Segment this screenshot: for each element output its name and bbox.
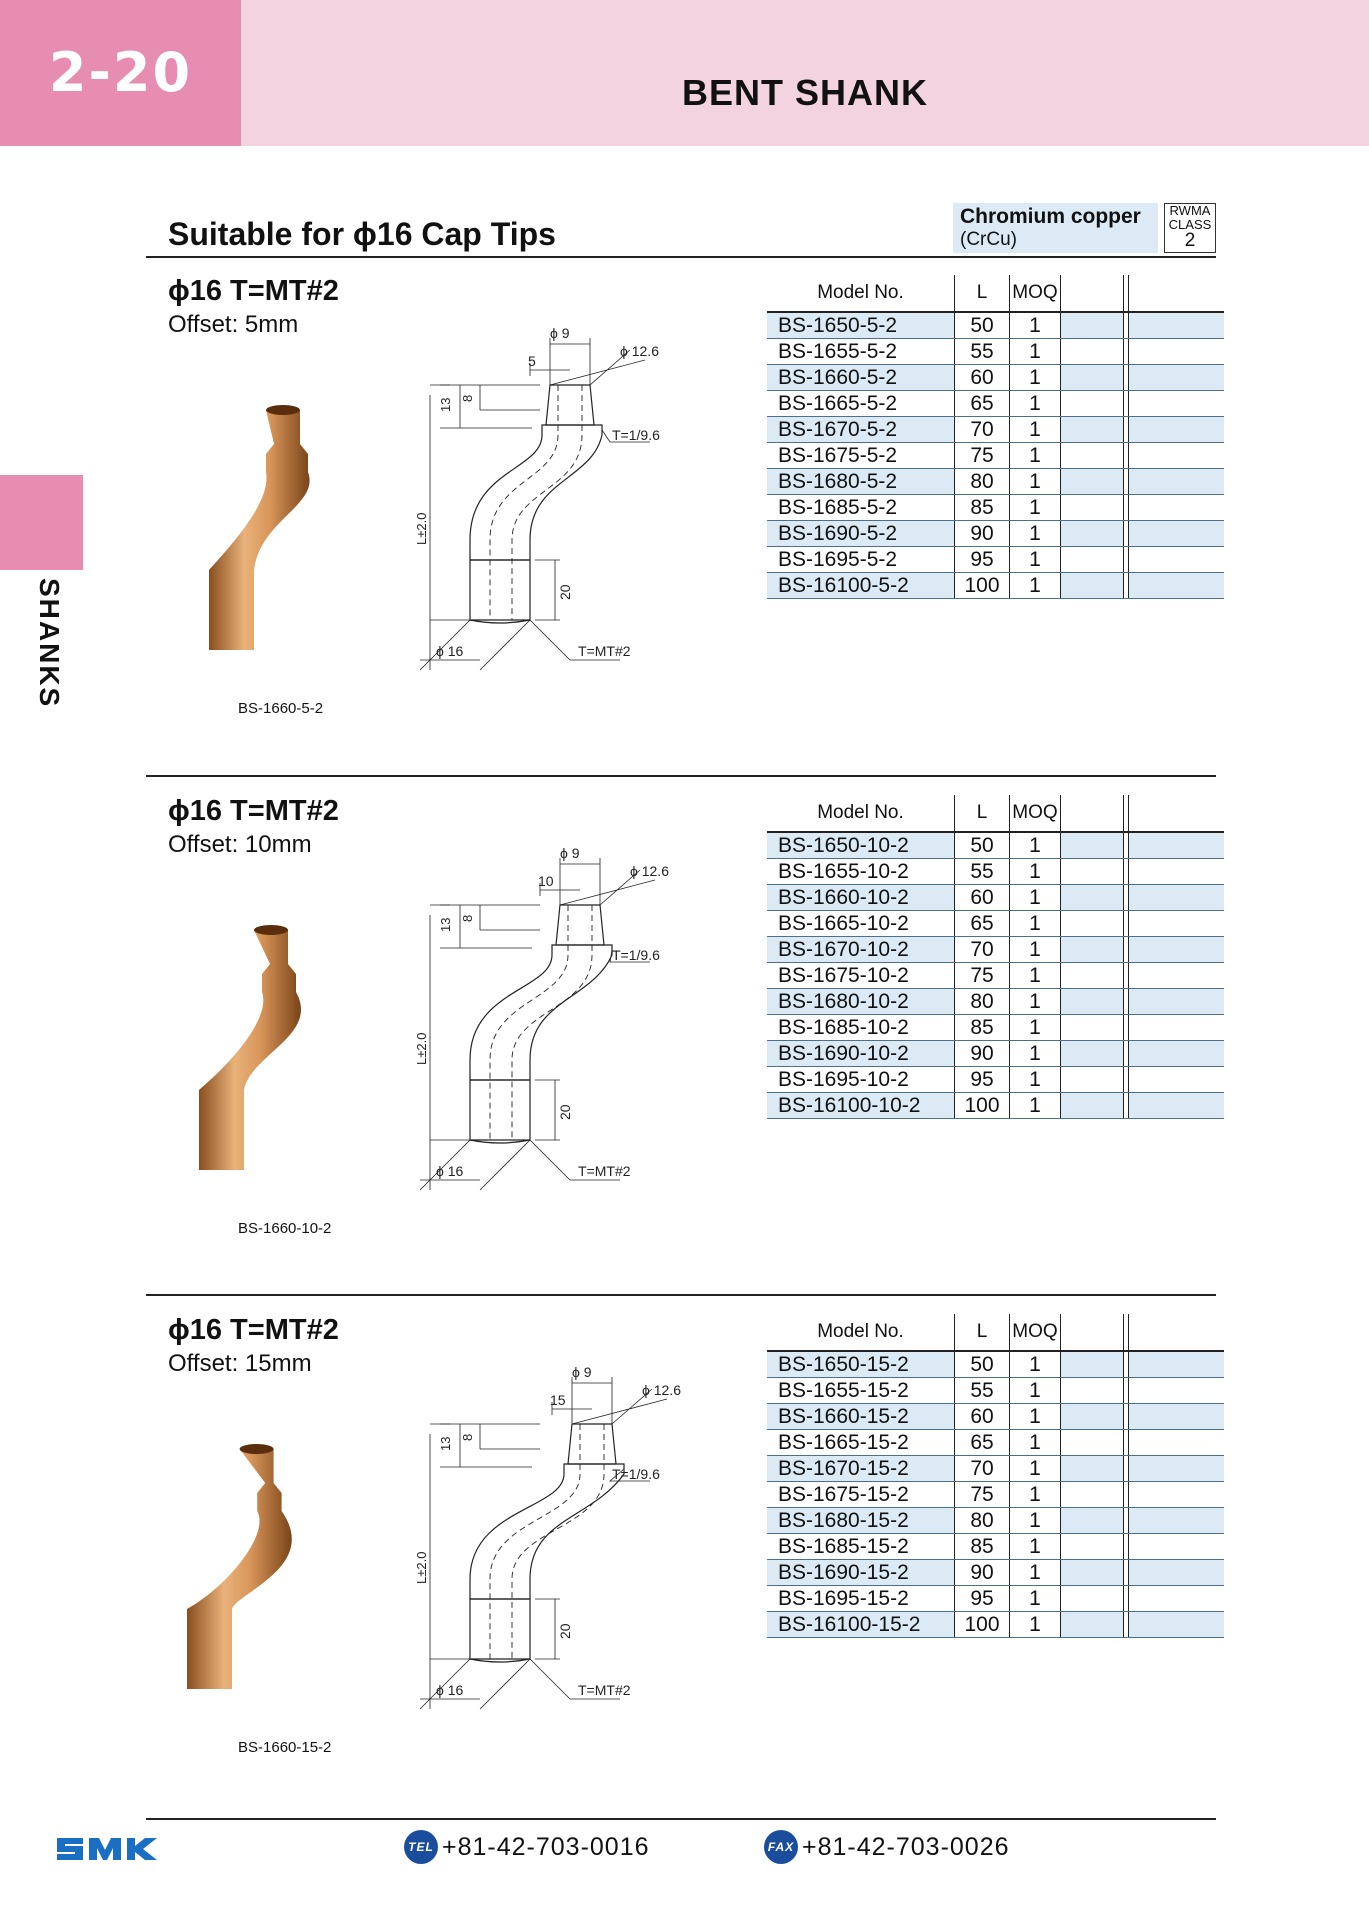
moq-value: 1 <box>1010 312 1061 339</box>
column-header-model: Model No. <box>767 275 955 312</box>
empty-cell <box>1061 365 1124 391</box>
moq-value: 1 <box>1010 911 1061 937</box>
taper-label: T=1/9.6 <box>612 947 660 963</box>
model-number: BS-1670-10-2 <box>767 937 955 963</box>
empty-cell <box>1061 1456 1124 1482</box>
table-row <box>767 1482 1224 1508</box>
column-header-model: Model No. <box>767 1314 955 1351</box>
table-row <box>767 832 1224 859</box>
empty-cell <box>1061 1378 1124 1404</box>
empty-cell <box>1061 339 1124 365</box>
block-heading: ϕ16 T=MT#2 <box>168 275 339 307</box>
model-number: BS-1675-10-2 <box>767 963 955 989</box>
technical-drawing <box>414 325 750 700</box>
empty-cell <box>1061 1482 1124 1508</box>
empty-cell <box>1129 521 1225 547</box>
column-header-empty <box>1129 1314 1225 1351</box>
empty-cell <box>1061 1015 1124 1041</box>
model-number: BS-1670-5-2 <box>767 417 955 443</box>
moq-value: 1 <box>1010 885 1061 911</box>
model-number: BS-1655-10-2 <box>767 859 955 885</box>
tip-taper-label: T=MT#2 <box>578 643 631 659</box>
empty-cell <box>1061 1404 1124 1430</box>
moq-value: 1 <box>1010 1351 1061 1378</box>
offset-label: Offset: 15mm <box>168 1350 312 1377</box>
empty-cell <box>1061 832 1124 859</box>
length-value: 50 <box>955 312 1010 339</box>
moq-value: 1 <box>1010 1612 1061 1638</box>
empty-cell <box>1129 1093 1225 1119</box>
empty-cell <box>1129 1351 1225 1378</box>
moq-value: 1 <box>1010 937 1061 963</box>
photo-caption: BS-1660-5-2 <box>238 700 324 717</box>
rwma-class-value: 2 <box>1184 230 1196 251</box>
length-value: 75 <box>955 963 1010 989</box>
moq-value: 1 <box>1010 859 1061 885</box>
moq-value: 1 <box>1010 1404 1061 1430</box>
empty-cell <box>1061 547 1124 573</box>
length-value: 50 <box>955 832 1010 859</box>
dim-phi16: ϕ 16 <box>436 643 464 659</box>
dim-offset: 10 <box>538 873 554 889</box>
column-header-moq: MOQ <box>1010 795 1061 832</box>
table-row <box>767 1534 1224 1560</box>
length-value: 60 <box>955 1404 1010 1430</box>
moq-value: 1 <box>1010 1586 1061 1612</box>
length-value: 60 <box>955 365 1010 391</box>
empty-cell <box>1061 1351 1124 1378</box>
table-row <box>767 859 1224 885</box>
empty-cell <box>1061 391 1124 417</box>
moq-value: 1 <box>1010 443 1061 469</box>
table-row <box>767 885 1224 911</box>
empty-cell <box>1129 1067 1225 1093</box>
length-value: 65 <box>955 911 1010 937</box>
length-value: 55 <box>955 339 1010 365</box>
table-row <box>767 1378 1224 1404</box>
table-row <box>767 1560 1224 1586</box>
dim-phi16: ϕ 16 <box>436 1163 464 1179</box>
model-number: BS-1690-5-2 <box>767 521 955 547</box>
fax-badge-icon: FAX <box>764 1830 798 1864</box>
model-number: BS-1675-5-2 <box>767 443 955 469</box>
empty-cell <box>1129 1612 1225 1638</box>
model-number: BS-1685-15-2 <box>767 1534 955 1560</box>
photo-caption: BS-1660-10-2 <box>238 1220 332 1237</box>
column-header-empty <box>1129 275 1225 312</box>
moq-value: 1 <box>1010 573 1061 599</box>
dim-phi9: ϕ 9 <box>550 325 570 341</box>
model-number: BS-16100-15-2 <box>767 1612 955 1638</box>
table-row <box>767 547 1224 573</box>
empty-cell <box>1129 937 1225 963</box>
column-header-moq: MOQ <box>1010 275 1061 312</box>
side-tab-label: SHANKS <box>34 578 65 709</box>
spec-table <box>767 1314 1224 1638</box>
length-value: 80 <box>955 989 1010 1015</box>
product-block <box>0 275 1369 795</box>
table-header-row <box>767 275 1224 312</box>
dim-phi9: ϕ 9 <box>572 1364 592 1380</box>
length-value: 80 <box>955 469 1010 495</box>
column-header-empty <box>1129 795 1225 832</box>
empty-cell <box>1061 885 1124 911</box>
product-photo <box>190 395 360 655</box>
empty-cell <box>1129 495 1225 521</box>
dim-offset: 5 <box>528 353 536 369</box>
model-number: BS-1650-5-2 <box>767 312 955 339</box>
empty-cell <box>1129 391 1225 417</box>
moq-value: 1 <box>1010 1041 1061 1067</box>
model-number: BS-16100-10-2 <box>767 1093 955 1119</box>
model-number: BS-1695-15-2 <box>767 1586 955 1612</box>
length-value: 100 <box>955 573 1010 599</box>
table-row <box>767 1015 1224 1041</box>
empty-cell <box>1129 1015 1225 1041</box>
length-value: 65 <box>955 1430 1010 1456</box>
dim-phi12-6: ϕ 12.6 <box>620 343 659 359</box>
length-value: 70 <box>955 937 1010 963</box>
table-row <box>767 312 1224 339</box>
length-value: 70 <box>955 417 1010 443</box>
column-header-length: L <box>955 1314 1010 1351</box>
moq-value: 1 <box>1010 1534 1061 1560</box>
empty-cell <box>1129 1560 1225 1586</box>
empty-cell <box>1129 1378 1225 1404</box>
moq-value: 1 <box>1010 1378 1061 1404</box>
model-number: BS-1650-15-2 <box>767 1351 955 1378</box>
tel-number: +81-42-703-0016 <box>442 1832 650 1861</box>
column-header-model: Model No. <box>767 795 955 832</box>
empty-cell <box>1129 832 1225 859</box>
model-number: BS-1665-5-2 <box>767 391 955 417</box>
model-number: BS-1690-10-2 <box>767 1041 955 1067</box>
empty-cell <box>1061 1430 1124 1456</box>
table-row <box>767 1041 1224 1067</box>
empty-cell <box>1129 312 1225 339</box>
dim-offset: 15 <box>550 1392 566 1408</box>
model-number: BS-1680-15-2 <box>767 1508 955 1534</box>
empty-cell <box>1061 1612 1124 1638</box>
rwma-class-box <box>1164 203 1216 253</box>
dim-8: 8 <box>460 914 475 922</box>
empty-cell <box>1061 1534 1124 1560</box>
product-photo <box>190 1434 360 1694</box>
length-value: 65 <box>955 391 1010 417</box>
length-tolerance: L±2.0 <box>414 1551 429 1584</box>
table-row <box>767 1612 1224 1638</box>
length-tolerance: L±2.0 <box>414 512 429 545</box>
dim-8: 8 <box>460 394 475 402</box>
table-row <box>767 937 1224 963</box>
length-value: 95 <box>955 1067 1010 1093</box>
table-row <box>767 391 1224 417</box>
model-number: BS-1695-5-2 <box>767 547 955 573</box>
table-row <box>767 1351 1224 1378</box>
empty-cell <box>1061 1067 1124 1093</box>
empty-cell <box>1061 937 1124 963</box>
moq-value: 1 <box>1010 365 1061 391</box>
length-value: 85 <box>955 1015 1010 1041</box>
length-value: 95 <box>955 547 1010 573</box>
empty-cell <box>1061 1093 1124 1119</box>
footer-fax <box>764 1830 1010 1864</box>
table-row <box>767 1093 1224 1119</box>
model-number: BS-1685-10-2 <box>767 1015 955 1041</box>
material-code: (CrCu) <box>960 229 1017 250</box>
spec-table <box>767 795 1224 1119</box>
dim-20: 20 <box>557 1623 573 1639</box>
taper-label: T=1/9.6 <box>612 427 660 443</box>
table-row <box>767 495 1224 521</box>
model-number: BS-1680-5-2 <box>767 469 955 495</box>
table-row <box>767 573 1224 599</box>
rwma-class-label: CLASS <box>1168 217 1212 232</box>
column-header-empty <box>1061 1314 1124 1351</box>
moq-value: 1 <box>1010 1560 1061 1586</box>
moq-value: 1 <box>1010 417 1061 443</box>
moq-value: 1 <box>1010 521 1061 547</box>
company-logo <box>55 1834 159 1864</box>
model-number: BS-1685-5-2 <box>767 495 955 521</box>
empty-cell <box>1129 1430 1225 1456</box>
empty-cell <box>1061 443 1124 469</box>
length-value: 75 <box>955 443 1010 469</box>
length-value: 90 <box>955 1560 1010 1586</box>
model-number: BS-1695-10-2 <box>767 1067 955 1093</box>
length-value: 55 <box>955 1378 1010 1404</box>
length-value: 50 <box>955 1351 1010 1378</box>
empty-cell <box>1129 885 1225 911</box>
empty-cell <box>1129 1404 1225 1430</box>
empty-cell <box>1129 1456 1225 1482</box>
rwma-label: RWMA <box>1169 203 1211 218</box>
table-header-row <box>767 1314 1224 1351</box>
empty-cell <box>1061 573 1124 599</box>
empty-cell <box>1129 547 1225 573</box>
table-row <box>767 1508 1224 1534</box>
table-row <box>767 1456 1224 1482</box>
moq-value: 1 <box>1010 1093 1061 1119</box>
moq-value: 1 <box>1010 495 1061 521</box>
empty-cell <box>1129 365 1225 391</box>
empty-cell <box>1129 1482 1225 1508</box>
empty-cell <box>1129 417 1225 443</box>
length-value: 100 <box>955 1612 1010 1638</box>
table-row <box>767 1430 1224 1456</box>
length-value: 90 <box>955 521 1010 547</box>
technical-drawing <box>414 845 750 1220</box>
empty-cell <box>1129 1534 1225 1560</box>
empty-cell <box>1061 495 1124 521</box>
empty-cell <box>1061 1041 1124 1067</box>
table-row <box>767 339 1224 365</box>
page-number: 2-20 <box>0 0 241 146</box>
empty-cell <box>1061 963 1124 989</box>
dim-13: 13 <box>438 1436 453 1451</box>
empty-cell <box>1061 469 1124 495</box>
moq-value: 1 <box>1010 963 1061 989</box>
length-value: 75 <box>955 1482 1010 1508</box>
model-number: BS-1650-10-2 <box>767 832 955 859</box>
dim-13: 13 <box>438 917 453 932</box>
table-header-row <box>767 795 1224 832</box>
empty-cell <box>1129 573 1225 599</box>
table-row <box>767 911 1224 937</box>
tel-badge-icon: TEL <box>404 1830 438 1864</box>
empty-cell <box>1061 417 1124 443</box>
offset-label: Offset: 5mm <box>168 311 299 338</box>
block-heading: ϕ16 T=MT#2 <box>168 795 339 827</box>
material-box <box>953 203 1158 253</box>
table-row <box>767 1586 1224 1612</box>
product-block <box>0 795 1369 1315</box>
model-number: BS-1670-15-2 <box>767 1456 955 1482</box>
column-header-length: L <box>955 275 1010 312</box>
length-value: 60 <box>955 885 1010 911</box>
section-rule <box>146 256 1216 258</box>
dim-20: 20 <box>557 584 573 600</box>
moq-value: 1 <box>1010 989 1061 1015</box>
length-value: 90 <box>955 1041 1010 1067</box>
empty-cell <box>1061 1560 1124 1586</box>
table-row <box>767 989 1224 1015</box>
empty-cell <box>1129 963 1225 989</box>
empty-cell <box>1061 1508 1124 1534</box>
model-number: BS-1675-15-2 <box>767 1482 955 1508</box>
moq-value: 1 <box>1010 391 1061 417</box>
section-title: Suitable for ϕ16 Cap Tips <box>168 216 556 252</box>
column-header-empty <box>1061 795 1124 832</box>
table-row <box>767 521 1224 547</box>
dim-phi12-6: ϕ 12.6 <box>642 1382 681 1398</box>
product-block <box>0 1314 1369 1834</box>
empty-cell <box>1129 443 1225 469</box>
dim-phi16: ϕ 16 <box>436 1682 464 1698</box>
moq-value: 1 <box>1010 547 1061 573</box>
model-number: BS-1680-10-2 <box>767 989 955 1015</box>
moq-value: 1 <box>1010 1067 1061 1093</box>
spec-table <box>767 275 1224 599</box>
product-photo <box>190 915 360 1175</box>
table-row <box>767 963 1224 989</box>
table-row <box>767 1404 1224 1430</box>
model-number: BS-1655-5-2 <box>767 339 955 365</box>
empty-cell <box>1061 521 1124 547</box>
empty-cell <box>1129 989 1225 1015</box>
page-title: BENT SHANK <box>681 72 928 113</box>
dim-13: 13 <box>438 397 453 412</box>
empty-cell <box>1061 911 1124 937</box>
moq-value: 1 <box>1010 1430 1061 1456</box>
length-value: 85 <box>955 1534 1010 1560</box>
model-number: BS-1655-15-2 <box>767 1378 955 1404</box>
tip-taper-label: T=MT#2 <box>578 1682 631 1698</box>
empty-cell <box>1129 469 1225 495</box>
table-row <box>767 443 1224 469</box>
moq-value: 1 <box>1010 1508 1061 1534</box>
material-name: Chromium copper <box>960 205 1141 228</box>
empty-cell <box>1061 1586 1124 1612</box>
dim-20: 20 <box>557 1104 573 1120</box>
length-tolerance: L±2.0 <box>414 1032 429 1065</box>
length-value: 70 <box>955 1456 1010 1482</box>
fax-number: +81-42-703-0026 <box>802 1832 1010 1861</box>
dim-8: 8 <box>460 1433 475 1441</box>
dim-phi9: ϕ 9 <box>560 845 580 861</box>
moq-value: 1 <box>1010 832 1061 859</box>
offset-label: Offset: 10mm <box>168 831 312 858</box>
length-value: 100 <box>955 1093 1010 1119</box>
empty-cell <box>1129 859 1225 885</box>
empty-cell <box>1061 859 1124 885</box>
length-value: 80 <box>955 1508 1010 1534</box>
model-number: BS-1690-15-2 <box>767 1560 955 1586</box>
dim-phi12-6: ϕ 12.6 <box>630 863 669 879</box>
empty-cell <box>1129 339 1225 365</box>
empty-cell <box>1129 1508 1225 1534</box>
model-number: BS-1660-10-2 <box>767 885 955 911</box>
moq-value: 1 <box>1010 339 1061 365</box>
empty-cell <box>1129 911 1225 937</box>
model-number: BS-1660-15-2 <box>767 1404 955 1430</box>
empty-cell <box>1129 1586 1225 1612</box>
column-header-moq: MOQ <box>1010 1314 1061 1351</box>
footer-rule <box>146 1818 1216 1820</box>
table-row <box>767 469 1224 495</box>
block-heading: ϕ16 T=MT#2 <box>168 1314 339 1346</box>
empty-cell <box>1129 1041 1225 1067</box>
column-header-empty <box>1061 275 1124 312</box>
moq-value: 1 <box>1010 469 1061 495</box>
empty-cell <box>1061 312 1124 339</box>
model-number: BS-1665-15-2 <box>767 1430 955 1456</box>
moq-value: 1 <box>1010 1015 1061 1041</box>
moq-value: 1 <box>1010 1456 1061 1482</box>
table-row <box>767 365 1224 391</box>
empty-cell <box>1061 989 1124 1015</box>
moq-value: 1 <box>1010 1482 1061 1508</box>
taper-label: T=1/9.6 <box>612 1466 660 1482</box>
length-value: 55 <box>955 859 1010 885</box>
table-row <box>767 1067 1224 1093</box>
tip-taper-label: T=MT#2 <box>578 1163 631 1179</box>
length-value: 95 <box>955 1586 1010 1612</box>
column-header-length: L <box>955 795 1010 832</box>
model-number: BS-16100-5-2 <box>767 573 955 599</box>
table-row <box>767 417 1224 443</box>
footer-tel <box>404 1830 650 1864</box>
model-number: BS-1660-5-2 <box>767 365 955 391</box>
length-value: 85 <box>955 495 1010 521</box>
photo-caption: BS-1660-15-2 <box>238 1739 332 1756</box>
technical-drawing <box>414 1364 750 1739</box>
model-number: BS-1665-10-2 <box>767 911 955 937</box>
